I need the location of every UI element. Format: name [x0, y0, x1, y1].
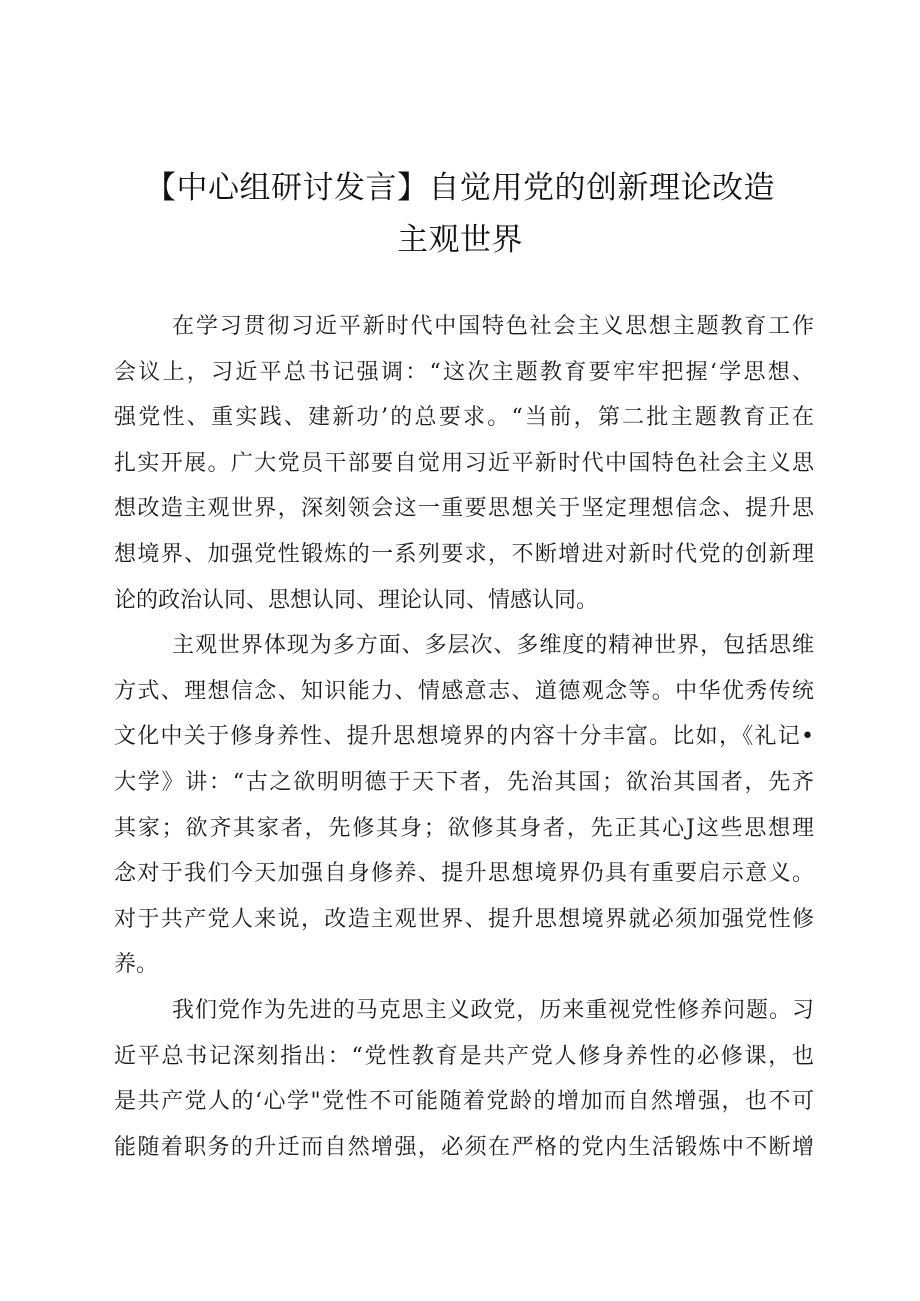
paragraph-line: 论的政治认同、思想认同、理论认同、情感认同。: [114, 587, 599, 613]
paragraph-line: 方式、理想信念、知识能力、情感意志、道德观念等。中华优秀传统: [114, 678, 814, 704]
paragraph-line: 养。: [114, 952, 159, 978]
title-line: 【中心组研讨发言】自觉用党的创新理论改造: [145, 170, 775, 206]
paragraph-line: 文化中关于修身养性、提升思想境界的内容十分丰富。比如，《礼记•: [114, 724, 814, 750]
paragraph-line: 近平总书记深刻指出：“党性教育是共产党人修身养性的必修课，也: [114, 1043, 814, 1069]
paragraph-line: 会议上，习近平总书记强调：“这次主题教育要牢牢把握‘学思想、: [114, 359, 814, 385]
paragraph-line: 其家；欲齐其家者，先修其身；欲修其身者，先正其心J这些思想理: [114, 815, 814, 841]
paragraph-line: 在学习贯彻习近平新时代中国特色社会主义思想主题教育工作: [172, 314, 814, 339]
paragraph-line: 念对于我们今天加强自身修养、提升思想境界仍具有重要启示意义。: [114, 861, 814, 887]
paragraph-line: 想境界、加强党性锻炼的一系列要求，不断增进对新时代党的创新理: [114, 541, 814, 567]
document-title: [110, 162, 810, 266]
paragraph-line: 强党性、重实践、建新功’的总要求。“当前，第二批主题教育正在: [114, 405, 814, 431]
paragraph-line: 大学》讲：“古之欲明明德于天下者，先治其国；欲治其国者，先齐: [114, 769, 814, 795]
paragraph-line: 想改造主观世界，深刻领会这一重要思想关于坚定理想信念、提升思: [114, 496, 814, 522]
paragraph-line: 能随着职务的升迁而自然增强，必须在严格的党内生活锻炼中不断增: [114, 1134, 814, 1160]
paragraph-line: 我们党作为先进的马克思主义政党，历来重视党性修养问题。习: [172, 997, 814, 1023]
title-line: 主观世界: [397, 222, 523, 258]
paragraph: [114, 304, 814, 623]
paragraph-line: 扎实开展。广大党员干部要自觉用习近平新时代中国特色社会主义思: [114, 450, 814, 476]
paragraph-line: 主观世界体现为多方面、多层次、多维度的精神世界，包括思维: [172, 633, 814, 659]
paragraph-line: 对于共产党人来说，改造主观世界、提升思想境界就必须加强党性修: [114, 906, 814, 932]
paragraph-line: 是共产党人的‘心学"党性不可能随着党龄的增加而自然增强，也不可: [114, 1089, 814, 1115]
paragraph: [114, 988, 814, 1170]
document-body: [114, 304, 814, 1170]
paragraph: [114, 623, 814, 988]
